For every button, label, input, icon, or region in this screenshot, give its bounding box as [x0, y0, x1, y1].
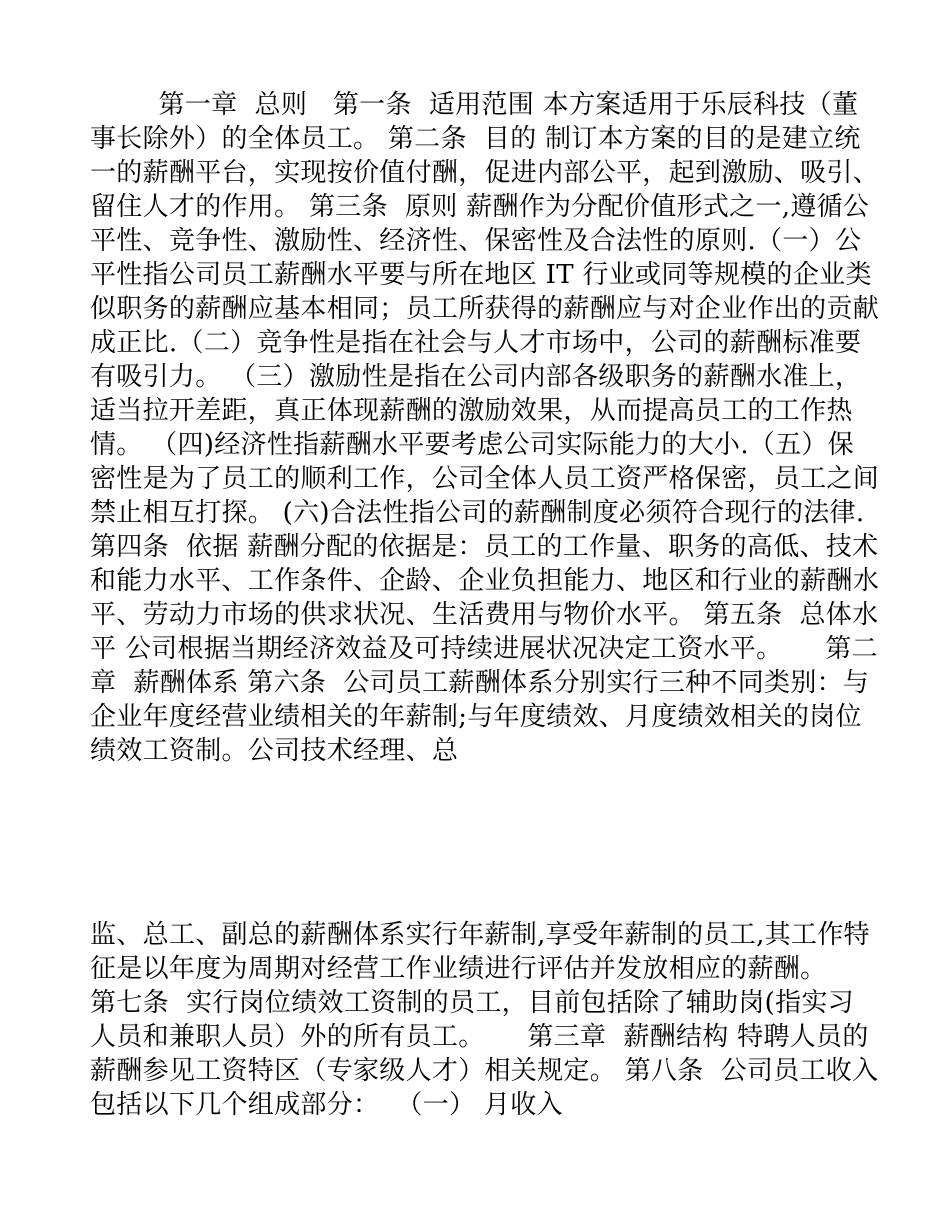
body-paragraph: 第一章 总则 第一条 适用范围 本方案适用于乐辰科技（董事长除外）的全体员工。 第二条 目的 制订本方案的目的是建立统一的薪酬平台，实现按价值付酬，促进内部公平，起到激励、吸引、留住人才的作用。 第三条 原则 薪酬作为分配价值形式之一,遵循公平性、竞争性、激励性、经济性、保密性及合法性的原则.（一）公平性指公司员工薪酬水平要与所在地区 IT 行业或同等规模的企业类似职务的薪酬应基本相同；员工所获得的薪酬应与对企业作出的贡献成正比.（二）竞争性是指在社会与人才市场中，公司的薪酬标准要有吸引力。 （三）激励性是指在公司内部各级职务的薪酬水准上，适当拉开差距，真正体现薪酬的激励效果，从而提高员工的工作热情。 （四)经济性指薪酬水平要考虑公司实际能力的大小.（五）保密性是为了员工的顺利工作，公司全体人员工资严格保密，员工之间禁止相互打探。 (六)合法性指公司的薪酬制度必须符合现行的法律.第四条 依据 薪酬分配的依据是：员工的工作量、职务的高低、技术和能力水平、工作条件、企龄、企业负担能力、地区和行业的薪酬水平、劳动力市场的供求状况、生活费用与物价水平。 第五条 总体水平 公司根据当期经济效益及可持续进展状况决定工资水平。 第二章 薪酬体系 第六条 公司员工薪酬体系分别实行三种不同类别：与企业年度经营业绩相关的年薪制;与年度绩效、月度绩效相关的岗位绩效工资制。公司技术经理、总: [90, 90, 880, 766]
body-paragraph-continued: 监、总工、副总的薪酬体系实行年薪制,享受年薪制的员工,其工作特征是以年度为周期对经营工作业绩进行评估并发放相应的薪酬。 第七条 实行岗位绩效工资制的员工，目前包括除了辅助岗(指实习人员和兼职人员）外的所有员工。 第三章 薪酬结构 特聘人员的薪酬参见工资特区（专家级人才）相关规定。 第八条 公司员工收入包括以下几个组成部分： （一） 月收入: [90, 920, 879, 1120]
